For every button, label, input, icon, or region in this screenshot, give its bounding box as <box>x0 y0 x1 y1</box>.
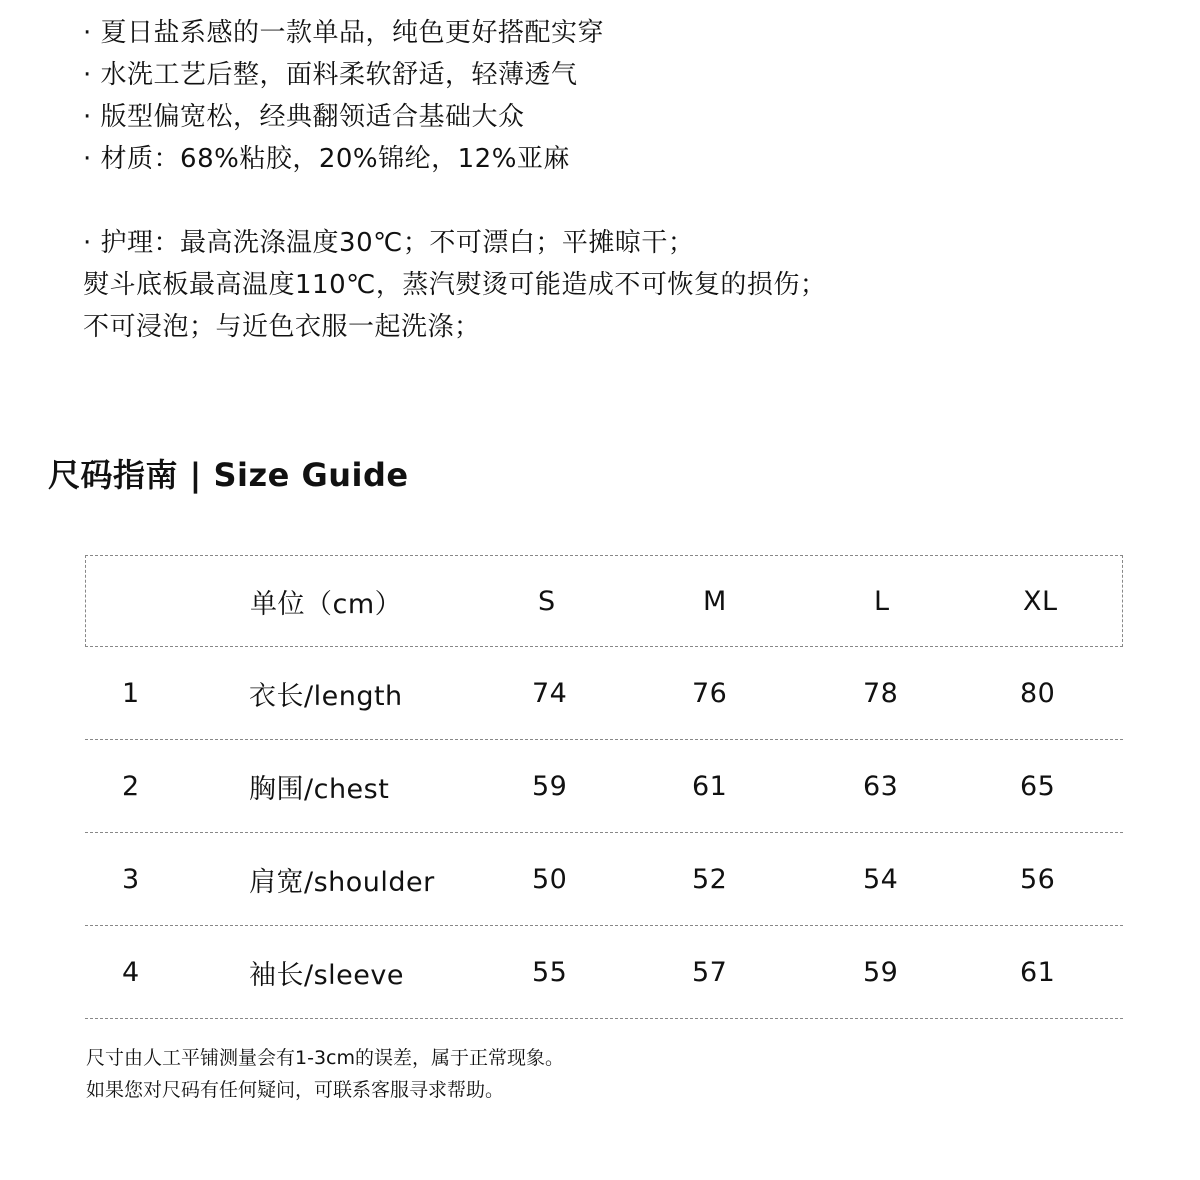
size-table-header <box>85 555 1123 647</box>
table-row <box>85 833 1123 926</box>
unit-label: 单位（cm） <box>250 588 403 620</box>
feature-line: · 水洗工艺后整，面料柔软舒适，轻薄透气 <box>83 60 578 90</box>
size-header-m: M <box>703 585 727 617</box>
table-row <box>85 740 1123 833</box>
cell-value: 74 <box>532 677 568 709</box>
care-line: · 护理：最高洗涤温度30℃；不可漂白；平摊晾干； <box>83 228 695 258</box>
cell-value: 57 <box>692 956 728 988</box>
row-label: 肩宽/shoulder <box>249 866 435 898</box>
cell-value: 61 <box>692 770 728 802</box>
row-index: 2 <box>122 770 140 802</box>
measurement-note: 尺寸由人工平铺测量会有1-3cm的误差，属于正常现象。 <box>86 1047 564 1069</box>
cell-value: 59 <box>532 770 568 802</box>
cell-value: 61 <box>1020 956 1056 988</box>
cell-value: 52 <box>692 863 728 895</box>
care-line: 熨斗底板最高温度110℃，蒸汽熨烫可能造成不可恢复的损伤； <box>83 270 827 300</box>
row-label: 袖长/sleeve <box>249 959 404 991</box>
contact-note: 如果您对尺码有任何疑问，可联系客服寻求帮助。 <box>86 1079 505 1101</box>
cell-value: 50 <box>532 863 568 895</box>
cell-value: 59 <box>863 956 899 988</box>
size-guide-title: 尺码指南 | Size Guide <box>48 456 409 494</box>
cell-value: 65 <box>1020 770 1056 802</box>
size-header-l: L <box>874 585 890 617</box>
care-line: 不可浸泡；与近色衣服一起洗涤； <box>83 312 481 342</box>
material-line: · 材质：68%粘胶，20%锦纶，12%亚麻 <box>83 144 570 174</box>
spacer <box>83 180 826 222</box>
row-index: 3 <box>122 863 140 895</box>
row-label: 胸围/chest <box>249 773 390 805</box>
feature-line: · 版型偏宽松，经典翻领适合基础大众 <box>83 102 525 132</box>
table-row <box>85 647 1123 740</box>
feature-line: · 夏日盐系感的一款单品，纯色更好搭配实穿 <box>83 18 605 48</box>
row-index: 4 <box>122 956 140 988</box>
size-header-xl: XL <box>1023 585 1058 617</box>
cell-value: 78 <box>863 677 899 709</box>
cell-value: 80 <box>1020 677 1056 709</box>
cell-value: 76 <box>692 677 728 709</box>
size-footnote <box>86 1042 564 1106</box>
cell-value: 56 <box>1020 863 1056 895</box>
size-table <box>85 555 1123 1019</box>
cell-value: 63 <box>863 770 899 802</box>
cell-value: 55 <box>532 956 568 988</box>
table-row <box>85 926 1123 1019</box>
cell-value: 54 <box>863 863 899 895</box>
row-index: 1 <box>122 677 140 709</box>
size-header-s: S <box>538 585 556 617</box>
product-description <box>83 12 826 348</box>
row-label: 衣长/length <box>249 680 403 712</box>
